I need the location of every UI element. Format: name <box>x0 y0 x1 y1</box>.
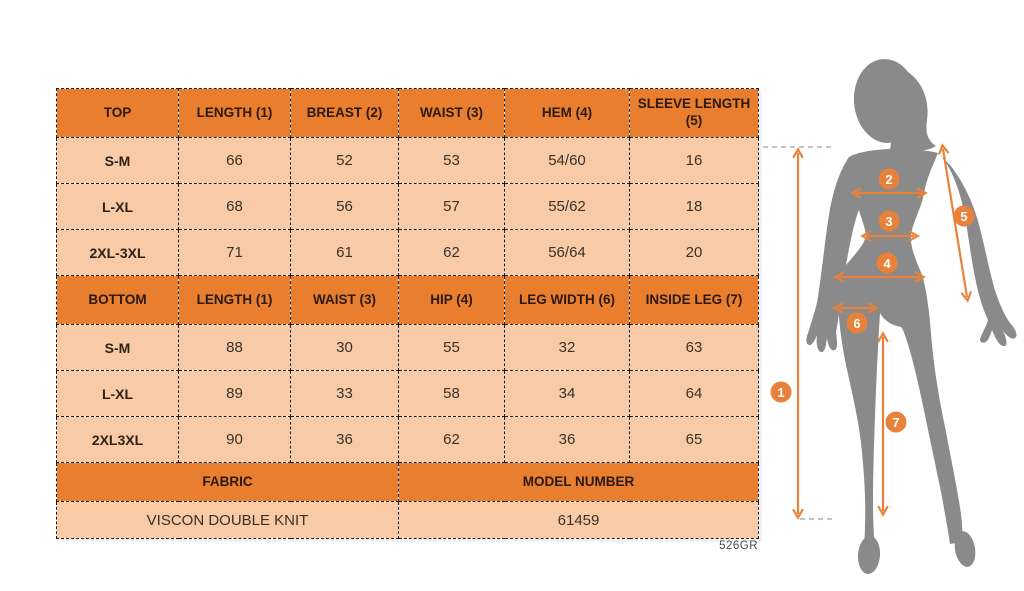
header-inside-leg-7: INSIDE LEG (7) <box>630 276 759 325</box>
svg-text:5: 5 <box>960 209 968 224</box>
header-leg-width-6: LEG WIDTH (6) <box>505 276 630 325</box>
header-bottom: BOTTOM <box>57 276 179 325</box>
value-cell: 90 <box>179 417 291 463</box>
value-cell: 62 <box>399 230 505 276</box>
value-cell: 52 <box>291 138 399 184</box>
value-cell: 56 <box>291 184 399 230</box>
value-cell: 62 <box>399 417 505 463</box>
table-row <box>57 417 759 463</box>
header-length-1: LENGTH (1) <box>179 89 291 138</box>
measurement-badge-7 <box>886 412 907 433</box>
footer-value-row <box>57 502 759 539</box>
right-arm <box>938 153 1017 346</box>
header-hip-4: HIP (4) <box>399 276 505 325</box>
size-cell: L-XL <box>57 184 179 230</box>
header-breast-2: BREAST (2) <box>291 89 399 138</box>
value-cell: 68 <box>179 184 291 230</box>
header-waist-3: WAIST (3) <box>399 89 505 138</box>
svg-text:2: 2 <box>885 172 893 187</box>
bottom-header-row <box>57 276 759 325</box>
value-cell: 54/60 <box>505 138 630 184</box>
svg-text:6: 6 <box>853 316 861 331</box>
woman-silhouette <box>806 56 1016 574</box>
value-cell: 34 <box>505 371 630 417</box>
left-foot <box>857 535 882 574</box>
value-cell: 71 <box>179 230 291 276</box>
fabric-value: VISCON DOUBLE KNIT <box>57 502 399 539</box>
size-cell: S-M <box>57 138 179 184</box>
value-cell: 33 <box>291 371 399 417</box>
table-row <box>57 184 759 230</box>
value-cell: 53 <box>399 138 505 184</box>
value-cell: 65 <box>630 417 759 463</box>
model-number-value: 61459 <box>399 502 759 539</box>
value-cell: 55 <box>399 325 505 371</box>
header-model-number: MODEL NUMBER <box>399 463 759 502</box>
header-hem-4: HEM (4) <box>505 89 630 138</box>
value-cell: 88 <box>179 325 291 371</box>
value-cell: 32 <box>505 325 630 371</box>
footer-header-row <box>57 463 759 502</box>
value-cell: 56/64 <box>505 230 630 276</box>
value-cell: 66 <box>179 138 291 184</box>
size-cell: 2XL3XL <box>57 417 179 463</box>
header-sleeve-length-5: SLEEVE LENGTH (5) <box>630 89 759 138</box>
svg-text:3: 3 <box>885 214 893 229</box>
size-cell: S-M <box>57 325 179 371</box>
style-code: 526GR <box>719 540 758 552</box>
value-cell: 63 <box>630 325 759 371</box>
value-cell: 36 <box>505 417 630 463</box>
value-cell: 16 <box>630 138 759 184</box>
measurement-badge-6 <box>847 313 868 334</box>
value-cell: 55/62 <box>505 184 630 230</box>
measurement-badge-2 <box>879 169 900 190</box>
table-row <box>57 325 759 371</box>
value-cell: 36 <box>291 417 399 463</box>
value-cell: 58 <box>399 371 505 417</box>
value-cell: 18 <box>630 184 759 230</box>
value-cell: 20 <box>630 230 759 276</box>
header-top: TOP <box>57 89 179 138</box>
svg-text:7: 7 <box>892 415 900 430</box>
svg-text:4: 4 <box>883 256 891 271</box>
measurement-diagram <box>755 25 1020 585</box>
header-length-1: LENGTH (1) <box>179 276 291 325</box>
svg-text:1: 1 <box>777 385 785 400</box>
measurement-badge-5 <box>954 206 975 227</box>
header-fabric: FABRIC <box>57 463 399 502</box>
value-cell: 57 <box>399 184 505 230</box>
value-cell: 89 <box>179 371 291 417</box>
measurement-badge-3 <box>879 211 900 232</box>
size-chart-table <box>56 88 759 539</box>
top-header-row <box>57 89 759 138</box>
table-row <box>57 138 759 184</box>
value-cell: 30 <box>291 325 399 371</box>
measurement-badge-1 <box>771 382 792 403</box>
header-waist-3: WAIST (3) <box>291 276 399 325</box>
value-cell: 64 <box>630 371 759 417</box>
table-row <box>57 230 759 276</box>
value-cell: 61 <box>291 230 399 276</box>
size-chart <box>56 88 758 539</box>
table-row <box>57 371 759 417</box>
size-cell: 2XL-3XL <box>57 230 179 276</box>
measurement-badge-4 <box>877 253 898 274</box>
size-cell: L-XL <box>57 371 179 417</box>
